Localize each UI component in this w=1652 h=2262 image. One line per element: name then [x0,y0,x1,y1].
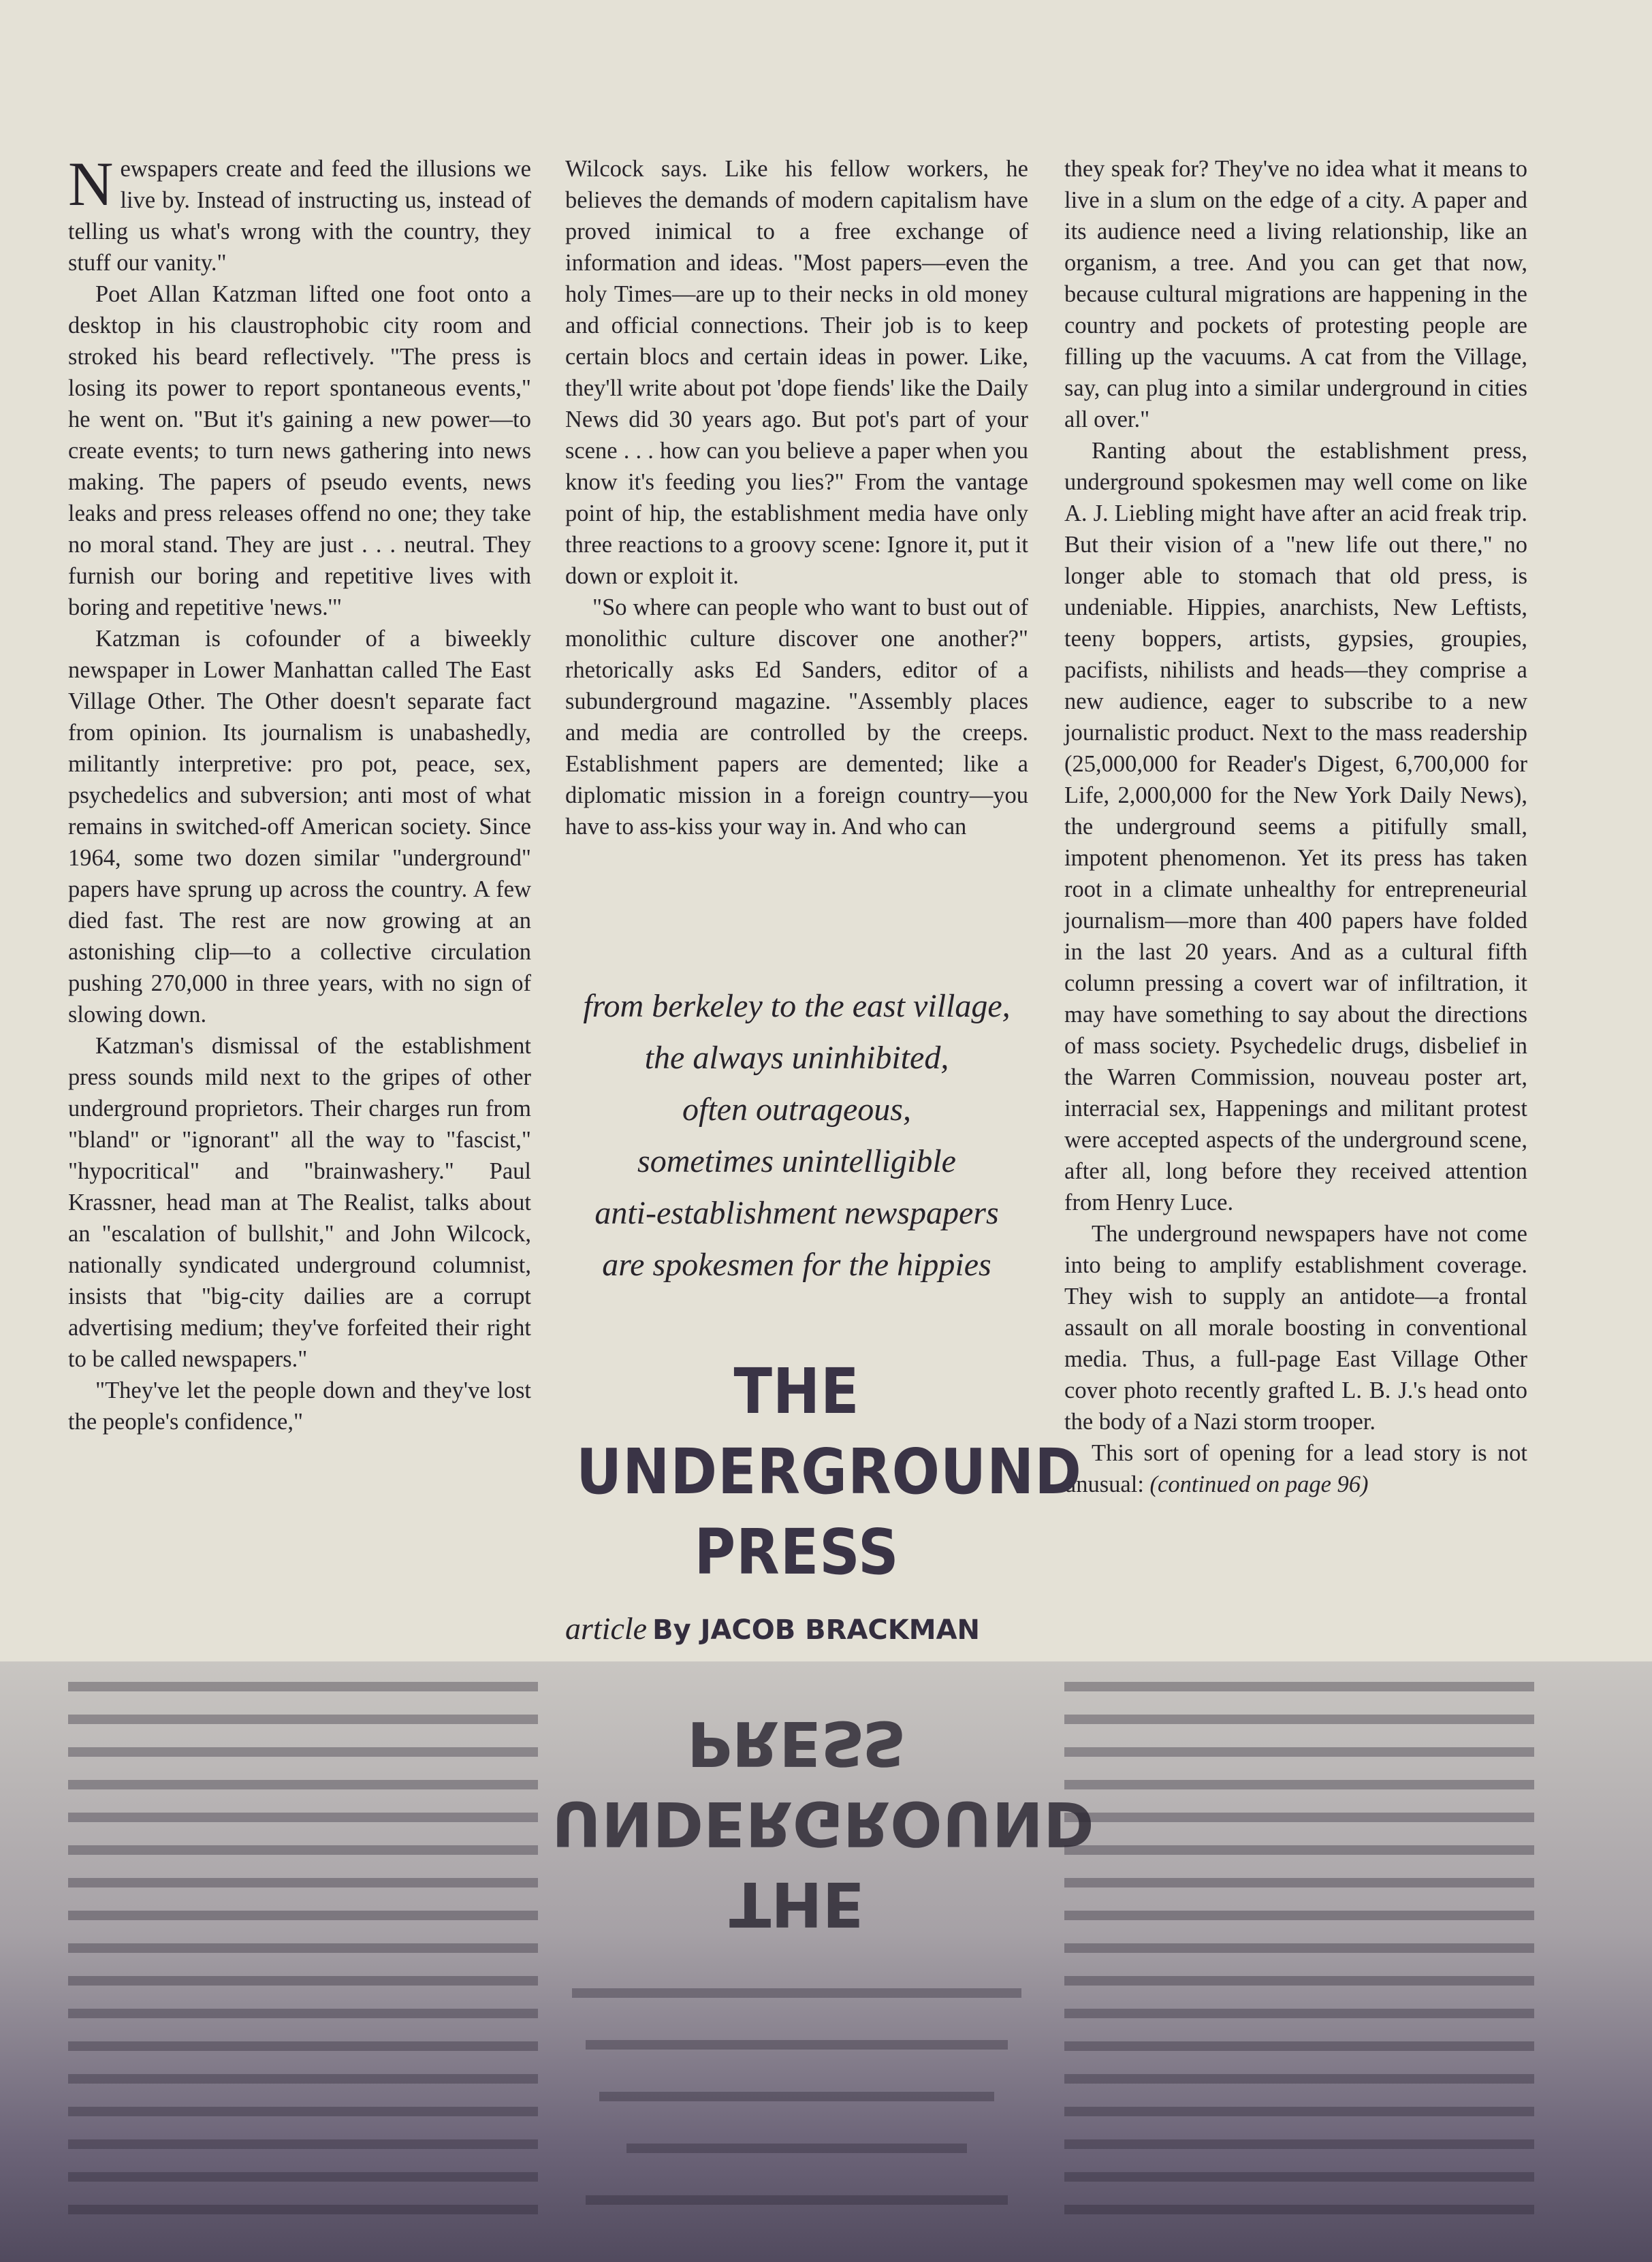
paragraph: The underground newspapers have not come into being to amplify establishment coverage. They wish to supply an antidote—a frontal assault on all morale boosting in conventional media. Thus, a full-page East Village Other cover photo recently grafted L. B. J.'s head onto the body of a Nazi storm trooper. [1064,1221,1527,1435]
reflected-text-line [68,1911,538,1920]
deck-line: the always uninhibited, [644,1040,949,1076]
article-column-2 [565,153,1028,842]
reflected-headline: THE UNDERGROUND PRESS [552,1707,1094,1939]
paragraph: Katzman's dismissal of the establishment press sounds mild next to the gripes of other underground proprietors. Their charges run from "bland" or "ignorant" all the way to "fascist," "hypocritical" and "brainwashery." Paul Krassner, head man at The Realist, talks about an "escalation of bullshit," and John Wilcock, nationally syndicated underground columnist, insists that "big-city dailies are a corrupt advertising medium; they've forfeited their right to be called newspapers." [68,1033,531,1372]
paragraph: Ranting about the establishment press, underground spokesmen may well come on like A. J. Liebling might have after an acid freak trip. But their vision of a "new life out there," no longer able to stomach that old press, is undeniable. Hippies, anarchists, New Leftists, teeny boppers, artists, gypsies, groupies, pacifists, nihilists and heads—they comprise a new audience, eager to subscribe to a new journalistic product. Next to the mass readership (25,000,000 for Reader's Digest, 6,700,000 for Life, 2,000,000 for the New York Daily News), the underground seems a pitifully small, impotent phenomenon. Yet its press has taken root in a climate unhealthy for entrepreneurial journalism—more than 400 papers have folded in the last 20 years. And as a cultural fifth column pressing a covert war of infiltration, it may have something to say about the directions of mass society. Psychedelic drugs, disbelief in the Warren Commission, nouveau poster art, interracial sex, Happenings and militant protest were accepted aspects of the underground scene, after all, long before they received attention from Henry Luce. [1064,438,1527,1215]
reflected-text-line [1064,2172,1534,2182]
reflected-text-line [68,1813,538,1822]
paragraph: they speak for? They've no idea what it means to live in a slum on the edge of a city. A paper and its audience need a living relationship, like an organism, a tree. And you can get that now, because cultural migrations are happening in the country and pockets of protesting people are filling up the vacuums. A cat from the Village, say, can plug into a similar underground in cities all over." [1064,156,1527,432]
headline-line: THE [733,1355,860,1428]
reflected-text-line [68,1943,538,1953]
deck-line: anti-establishment newspapers [594,1195,999,1231]
reflected-text-line [626,2144,967,2153]
reflected-text-line [572,1988,1021,1998]
paragraph: "So where can people who want to bust out of monolithic culture discover one another?" rhetorically asks Ed Sanders, editor of a subunderground magazine. "Assembly places and media are controlled by the creeps. Establishment papers are demented; like a diplomatic mission in a foreign country—you have to ass-kiss your way in. And who can [565,594,1028,840]
byline-prefix: article [565,1611,648,1646]
reflected-text-line [68,1715,538,1724]
deck-line: are spokesmen for the hippies [602,1247,991,1283]
paragraph: "They've let the people down and they've lost the people's confidence," [68,1377,531,1435]
reflected-text-line [1064,1911,1534,1920]
reflected-text-line [68,1747,538,1757]
reflected-text-line [68,2009,538,2018]
reflected-text-line [1064,1682,1534,1691]
reflected-text-line [1064,2139,1534,2149]
byline-author: By JACOB BRACKMAN [652,1614,981,1646]
reflected-text-line [68,1780,538,1789]
reflected-text-line [1064,1943,1534,1953]
reflected-text-line [1064,2074,1534,2084]
reflected-text-line [68,2205,538,2214]
reflected-text-line [1064,1878,1534,1887]
article-column-3 [1064,153,1527,1500]
reflected-text-line [586,2195,1008,2205]
reflected-text-line [599,2092,994,2101]
byline [565,1610,1028,1646]
reflected-text-line [1064,2205,1534,2214]
reflected-text-line [68,1682,538,1691]
reflected-text-line [1064,1976,1534,1986]
reflected-text-line [1064,1813,1534,1822]
article-deck [552,981,1042,1291]
reflected-text-line [1064,1747,1534,1757]
paragraph: Katzman is cofounder of a biweekly newspaper in Lower Manhattan called The East Village Other. The Other doesn't separate fact from opinion. Its journalism is unabashedly, militantly interpretive: pro pot, peace, sex, psychedelics and subversion; anti most of what remains in switched-off American society. Since 1964, some two dozen similar "underground" papers have sprung up across the country. A few died fast. The rest are now growing at an astonishing clip—to a collective circulation pushing 270,000 in three years, with no sign of slowing down. [68,626,531,1028]
reflected-text-line [1064,1715,1534,1724]
paragraph: Poet Allan Katzman lifted one foot onto a desktop in his claustrophobic city room and stroked his beard reflectively. "The press is losing its power to report spontaneous events," he went on. "But it's gaining a new power—to create events; to turn news gathering into news making. The papers of pseudo events, news leaks and press releases offend no one; they take no moral stand. They are just . . . neutral. They furnish our boring and repetitive lives with boring and repetitive 'news.'" [68,281,531,620]
page-reflection [0,1661,1652,2262]
reflected-text-line [68,2041,538,2051]
paragraph: This sort of opening for a lead story is not unusual: (continued on page 96) [1064,1440,1527,1497]
headline-line: UNDERGROUND [576,1435,1082,1508]
drop-cap: N [68,149,114,219]
reflected-text-line [1064,2107,1534,2116]
headline-line: PRESS [694,1516,900,1589]
reflected-text-line [68,1976,538,1986]
reflected-text-line [68,1878,538,1887]
reflected-text-line [68,1845,538,1855]
reflected-text-line [1064,2009,1534,2018]
continued-note: (continued on page 96) [1149,1471,1369,1497]
deck-line: sometimes unintelligible [637,1143,956,1179]
article-column-1 [68,149,531,1437]
reflected-text-line [68,2139,538,2149]
reflected-text-line [68,2107,538,2116]
reflected-text-line [1064,1780,1534,1789]
deck-line: from berkeley to the east village, [583,988,1011,1024]
reflected-text-line [1064,2041,1534,2051]
reflected-text-line [68,2172,538,2182]
paragraph: Newspapers create and feed the illusions we live by. Instead of instructing us, instead of telling us what's wrong with the country, they stuff our vanity." [68,149,531,276]
deck-line: often outrageous, [682,1092,911,1128]
reflected-text-line [586,2040,1008,2050]
reflected-text-line [1064,1845,1534,1855]
reflected-text-line [68,2074,538,2084]
paragraph: Wilcock says. Like his fellow workers, he believes the demands of modern capitalism have proved inimical to a free exchange of information and ideas. "Most papers—even the holy Times—are up to their necks in old money and official connections. Their job is to keep certain blocs and certain ideas in power. Like, they'll write about pot 'dope fiends' like the Daily News did 30 years ago. But pot's part of your scene . . . how can you believe a paper when you know it's feeding you lies?" From the vantage point of hip, the establishment media have only three reactions to a groovy scene: Ignore it, put it down or exploit it. [565,156,1028,589]
article-headline [576,1352,1082,1593]
